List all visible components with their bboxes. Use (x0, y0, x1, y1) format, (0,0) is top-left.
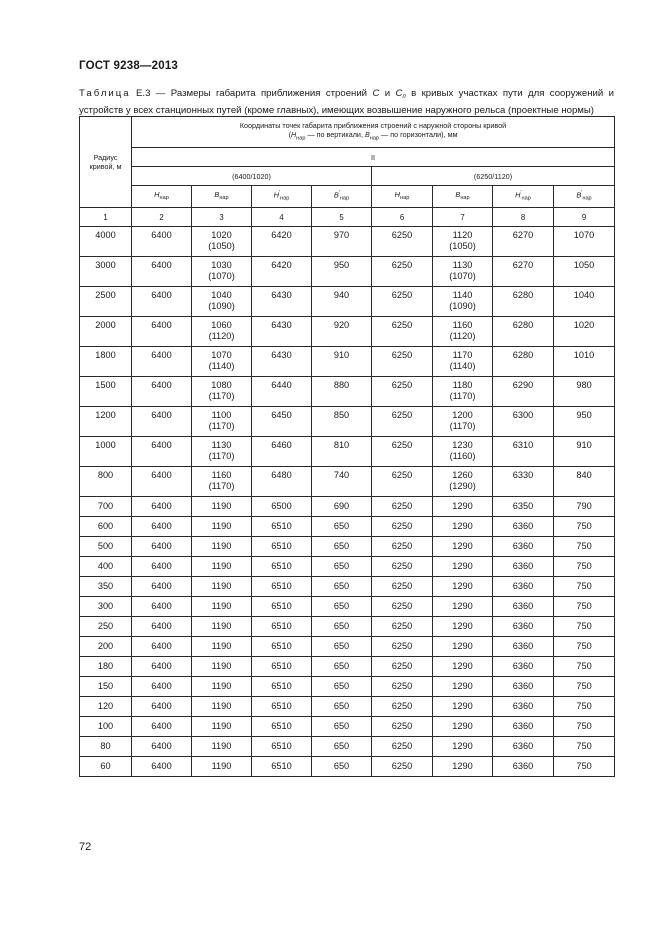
table-cell: 6510 (252, 577, 312, 597)
caption-cn: $С_п$ (395, 88, 406, 100)
table-cell: 100 (80, 717, 132, 737)
table-cell: 6250 (372, 347, 433, 377)
table-cell: 6250 (372, 597, 433, 617)
table-cell: 1010 (554, 347, 615, 377)
table-cell: 650 (312, 517, 372, 537)
table-row (80, 497, 615, 517)
table-cell: 6360 (493, 677, 554, 697)
table-row (80, 537, 615, 557)
page-number: 72 (79, 841, 92, 853)
caption-text-1: — Размеры габарита приближения строений (150, 88, 373, 99)
table-cell: 6510 (252, 557, 312, 577)
table-row (80, 407, 615, 437)
table-cell: 6330 (493, 467, 554, 497)
table-row (80, 717, 615, 737)
table-row (80, 657, 615, 677)
table-cell: 1500 (80, 377, 132, 407)
table-cell: 250 (80, 617, 132, 637)
table-cell: 6250 (372, 227, 433, 257)
table-cell: 6400 (132, 737, 192, 757)
table-cell: 6250 (372, 467, 433, 497)
table-cell: 1190 (192, 697, 252, 717)
caption-c: С (372, 88, 380, 99)
coords-header: Координаты точек габарита приближения строений с наружной стороны кривой ($H_{нар}$ — по вертикали, $B_{нар}$ — по горизонтали), мм (132, 117, 615, 148)
col-h-prime-nar-2: $H'_{нар}$ (493, 186, 554, 208)
table-cell: 1230 (1160) (433, 437, 493, 467)
table-row (80, 617, 615, 637)
table-row (80, 517, 615, 537)
table-cell: 1290 (433, 517, 493, 537)
table-cell: 1290 (433, 497, 493, 517)
caption-text-and: и (379, 88, 396, 99)
table-cell: 6400 (132, 617, 192, 637)
column-number: 4 (252, 208, 312, 227)
table-cell: 6510 (252, 737, 312, 757)
table-cell: 1290 (433, 717, 493, 737)
col-h-nar-1: $H_{нар}$ (132, 186, 192, 208)
table-cell: 6360 (493, 537, 554, 557)
table-cell: 750 (554, 677, 615, 697)
table-cell: 1290 (433, 557, 493, 577)
table-cell: 500 (80, 537, 132, 557)
table-cell: 1160 (1170) (192, 467, 252, 497)
table-cell: 6360 (493, 757, 554, 777)
table-cell: 150 (80, 677, 132, 697)
table-cell: 1030 (1070) (192, 257, 252, 287)
table-cell: 200 (80, 637, 132, 657)
table-cell: 1040 (1090) (192, 287, 252, 317)
table-cell: 1060 (1120) (192, 317, 252, 347)
table-cell: 6400 (132, 717, 192, 737)
table-cell: 1290 (433, 597, 493, 617)
table-row (80, 467, 615, 497)
table-cell: 790 (554, 497, 615, 517)
table-cell: 1190 (192, 557, 252, 577)
table-cell: 6360 (493, 697, 554, 717)
table-cell: 6250 (372, 737, 433, 757)
table-cell: 1190 (192, 517, 252, 537)
table-body (80, 227, 615, 777)
table-cell: 650 (312, 577, 372, 597)
table-cell: 6480 (252, 467, 312, 497)
table-cell: 650 (312, 757, 372, 777)
table-cell: 750 (554, 757, 615, 777)
table-cell: 650 (312, 737, 372, 757)
table-cell: 2500 (80, 287, 132, 317)
table-cell: 6510 (252, 697, 312, 717)
table-cell: 1190 (192, 757, 252, 777)
table-cell: 6250 (372, 407, 433, 437)
table-cell: 750 (554, 517, 615, 537)
table-cell: 6250 (372, 757, 433, 777)
table-cell: 6250 (372, 557, 433, 577)
table-cell: 1190 (192, 737, 252, 757)
table-cell: 6360 (493, 577, 554, 597)
table-cell: 950 (312, 257, 372, 287)
table-cell: 6270 (493, 257, 554, 287)
table-cell: 6250 (372, 317, 433, 347)
table-cell: 6400 (132, 407, 192, 437)
table-cell: 6510 (252, 677, 312, 697)
table-caption (79, 87, 614, 117)
table-cell: 6400 (132, 677, 192, 697)
table-cell: 1020 (554, 317, 615, 347)
table-cell: 6400 (132, 437, 192, 467)
table-cell: 1190 (192, 677, 252, 697)
table-cell: 6400 (132, 377, 192, 407)
table-cell: 6360 (493, 617, 554, 637)
table-cell: 840 (554, 467, 615, 497)
table-cell: 1190 (192, 657, 252, 677)
table-cell: 400 (80, 557, 132, 577)
table-cell: 1040 (554, 287, 615, 317)
table-cell: 1290 (433, 657, 493, 677)
table-cell: 6250 (372, 437, 433, 467)
table-cell: 6360 (493, 517, 554, 537)
table-row (80, 677, 615, 697)
table-cell: 6420 (252, 227, 312, 257)
table-cell: 6360 (493, 717, 554, 737)
caption-label: Таблица (79, 88, 131, 99)
column-number: 3 (192, 208, 252, 227)
table-cell: 6460 (252, 437, 312, 467)
table-cell: 80 (80, 737, 132, 757)
table-cell: 6250 (372, 657, 433, 677)
table-cell: 1190 (192, 717, 252, 737)
column-number: 6 (372, 208, 433, 227)
table-row (80, 737, 615, 757)
table-cell: 1160 (1120) (433, 317, 493, 347)
table-cell: 6310 (493, 437, 554, 467)
table-cell: 1260 (1290) (433, 467, 493, 497)
table-cell: 6250 (372, 677, 433, 697)
table-cell: 6400 (132, 287, 192, 317)
table-cell: 650 (312, 537, 372, 557)
table-cell: 6400 (132, 257, 192, 287)
table-cell: 6430 (252, 317, 312, 347)
table-cell: 6350 (493, 497, 554, 517)
table-cell: 1190 (192, 597, 252, 617)
table-cell: 6510 (252, 597, 312, 617)
table-cell: 6250 (372, 577, 433, 597)
table-cell: 6250 (372, 497, 433, 517)
table-row (80, 227, 615, 257)
table-row (80, 697, 615, 717)
table-cell: 6440 (252, 377, 312, 407)
table-row (80, 287, 615, 317)
table-cell: 350 (80, 577, 132, 597)
table-cell: 690 (312, 497, 372, 517)
table-cell: 1100 (1170) (192, 407, 252, 437)
table-cell: 750 (554, 657, 615, 677)
table-cell: 1000 (80, 437, 132, 467)
table-cell: 6270 (493, 227, 554, 257)
table-cell: 1050 (554, 257, 615, 287)
table-row (80, 757, 615, 777)
table-cell: 1140 (1090) (433, 287, 493, 317)
column-number: 5 (312, 208, 372, 227)
table-cell: 2000 (80, 317, 132, 347)
table-cell: 650 (312, 637, 372, 657)
table-cell: 120 (80, 697, 132, 717)
table-cell: 650 (312, 617, 372, 637)
col-h-nar-2: $H_{нар}$ (372, 186, 433, 208)
table-cell: 6360 (493, 657, 554, 677)
table-cell: 6430 (252, 287, 312, 317)
table-cell: 700 (80, 497, 132, 517)
column-number: 7 (433, 208, 493, 227)
table-cell: 750 (554, 577, 615, 597)
table-row (80, 577, 615, 597)
table-cell: 6510 (252, 617, 312, 637)
radius-header: Радиус кривой, м (80, 117, 132, 208)
table-cell: 6500 (252, 497, 312, 517)
col-b-prime-nar-1: $B'_{нар}$ (312, 186, 372, 208)
table-cell: 1290 (433, 697, 493, 717)
column-number: 8 (493, 208, 554, 227)
table-cell: 6400 (132, 757, 192, 777)
table-row (80, 317, 615, 347)
table-cell: 60 (80, 757, 132, 777)
table-cell: 6250 (372, 287, 433, 317)
table-cell: 6400 (132, 597, 192, 617)
table-cell: 910 (554, 437, 615, 467)
table-cell: 6400 (132, 227, 192, 257)
table-row (80, 437, 615, 467)
col-b-prime-nar-2: $B'_{нар}$ (554, 186, 615, 208)
col-b-nar-1: $B_{нар}$ (192, 186, 252, 208)
table-cell: 980 (554, 377, 615, 407)
table-row (80, 257, 615, 287)
column-number-row (80, 208, 615, 227)
table-cell: 6250 (372, 637, 433, 657)
table-cell: 6250 (372, 617, 433, 637)
table-cell: 970 (312, 227, 372, 257)
table-cell: 1190 (192, 537, 252, 557)
table-cell: 750 (554, 697, 615, 717)
table-cell: 810 (312, 437, 372, 467)
col-h-prime-nar-1: $H'_{нар}$ (252, 186, 312, 208)
table-cell: 1290 (433, 617, 493, 637)
table-cell: 920 (312, 317, 372, 347)
table-cell: 6400 (132, 497, 192, 517)
table-cell: 6510 (252, 757, 312, 777)
caption-text-2: в кривых участках пути для сооружений и устройств у всех станционных путей (кроме главных), имеющих возвышение наружного рельса (проектные нормы) (79, 88, 614, 116)
table-cell: 6430 (252, 347, 312, 377)
table-row (80, 557, 615, 577)
table-cell: 6250 (372, 257, 433, 287)
table-row (80, 347, 615, 377)
table-cell: 1290 (433, 577, 493, 597)
table-cell: 6250 (372, 717, 433, 737)
table-cell: 1290 (433, 757, 493, 777)
table-cell: 6280 (493, 347, 554, 377)
table-cell: 6250 (372, 537, 433, 557)
group-header: II (132, 148, 615, 167)
table-cell: 6400 (132, 697, 192, 717)
table-cell: 6510 (252, 717, 312, 737)
table-cell: 3000 (80, 257, 132, 287)
table-cell: 1190 (192, 637, 252, 657)
table-row (80, 637, 615, 657)
table-cell: 1190 (192, 617, 252, 637)
table-cell: 1200 (1170) (433, 407, 493, 437)
table-cell: 6280 (493, 287, 554, 317)
table-cell: 1290 (433, 737, 493, 757)
table-cell: 6280 (493, 317, 554, 347)
table-row (80, 597, 615, 617)
table-cell: 650 (312, 717, 372, 737)
table-cell: 750 (554, 637, 615, 657)
table-cell: 6510 (252, 637, 312, 657)
caption-number: Е.3 (136, 88, 151, 99)
table-cell: 6510 (252, 657, 312, 677)
table-cell: 1070 (1140) (192, 347, 252, 377)
table-cell: 650 (312, 677, 372, 697)
table-cell: 1190 (192, 497, 252, 517)
table-cell: 6510 (252, 537, 312, 557)
subgroup-header-2: (6250/1120) (372, 167, 615, 186)
table-cell: 1120 (1050) (433, 227, 493, 257)
table-cell: 1290 (433, 677, 493, 697)
table-cell: 4000 (80, 227, 132, 257)
table-cell: 1200 (80, 407, 132, 437)
table-cell: 6360 (493, 597, 554, 617)
table-cell: 800 (80, 467, 132, 497)
table-cell: 910 (312, 347, 372, 377)
document-id: ГОСТ 9238—2013 (79, 60, 179, 72)
table-cell: 1180 (1170) (433, 377, 493, 407)
table-cell: 880 (312, 377, 372, 407)
table-cell: 1130 (1170) (192, 437, 252, 467)
table-cell: 1190 (192, 577, 252, 597)
table-cell: 650 (312, 597, 372, 617)
table-cell: 650 (312, 557, 372, 577)
table-cell: 6250 (372, 377, 433, 407)
table-cell: 300 (80, 597, 132, 617)
table-cell: 750 (554, 557, 615, 577)
table-cell: 6450 (252, 407, 312, 437)
table-cell: 6360 (493, 637, 554, 657)
table-cell: 6360 (493, 737, 554, 757)
table-cell: 6510 (252, 517, 312, 537)
table-cell: 750 (554, 617, 615, 637)
table-cell: 6250 (372, 697, 433, 717)
col-b-nar-2: $B_{нар}$ (433, 186, 493, 208)
table-cell: 1290 (433, 537, 493, 557)
table-cell: 6400 (132, 637, 192, 657)
table-cell: 650 (312, 657, 372, 677)
table-cell: 600 (80, 517, 132, 537)
table-cell: 740 (312, 467, 372, 497)
dimensions-table (79, 116, 615, 777)
table-cell: 180 (80, 657, 132, 677)
table-cell: 650 (312, 697, 372, 717)
table-cell: 6400 (132, 347, 192, 377)
column-number: 2 (132, 208, 192, 227)
table-cell: 750 (554, 597, 615, 617)
table-cell: 6400 (132, 537, 192, 557)
table-cell: 6400 (132, 657, 192, 677)
table-cell: 6400 (132, 557, 192, 577)
table-cell: 1130 (1070) (433, 257, 493, 287)
table-cell: 1070 (554, 227, 615, 257)
table-cell: 6300 (493, 407, 554, 437)
table-cell: 6400 (132, 317, 192, 347)
table-cell: 6250 (372, 517, 433, 537)
table-cell: 1800 (80, 347, 132, 377)
table-row (80, 377, 615, 407)
table-cell: 6400 (132, 467, 192, 497)
table-cell: 6400 (132, 577, 192, 597)
table-cell: 850 (312, 407, 372, 437)
table-cell: 1080 (1170) (192, 377, 252, 407)
table-cell: 940 (312, 287, 372, 317)
table-cell: 950 (554, 407, 615, 437)
table-cell: 6290 (493, 377, 554, 407)
column-number: 1 (80, 208, 132, 227)
column-number: 9 (554, 208, 615, 227)
table-cell: 750 (554, 737, 615, 757)
table-cell: 6360 (493, 557, 554, 577)
subgroup-header-1: (6400/1020) (132, 167, 372, 186)
table-cell: 1290 (433, 637, 493, 657)
table-cell: 1170 (1140) (433, 347, 493, 377)
table-cell: 6400 (132, 517, 192, 537)
table-cell: 6420 (252, 257, 312, 287)
table-cell: 750 (554, 537, 615, 557)
table-cell: 1020 (1050) (192, 227, 252, 257)
table-cell: 750 (554, 717, 615, 737)
